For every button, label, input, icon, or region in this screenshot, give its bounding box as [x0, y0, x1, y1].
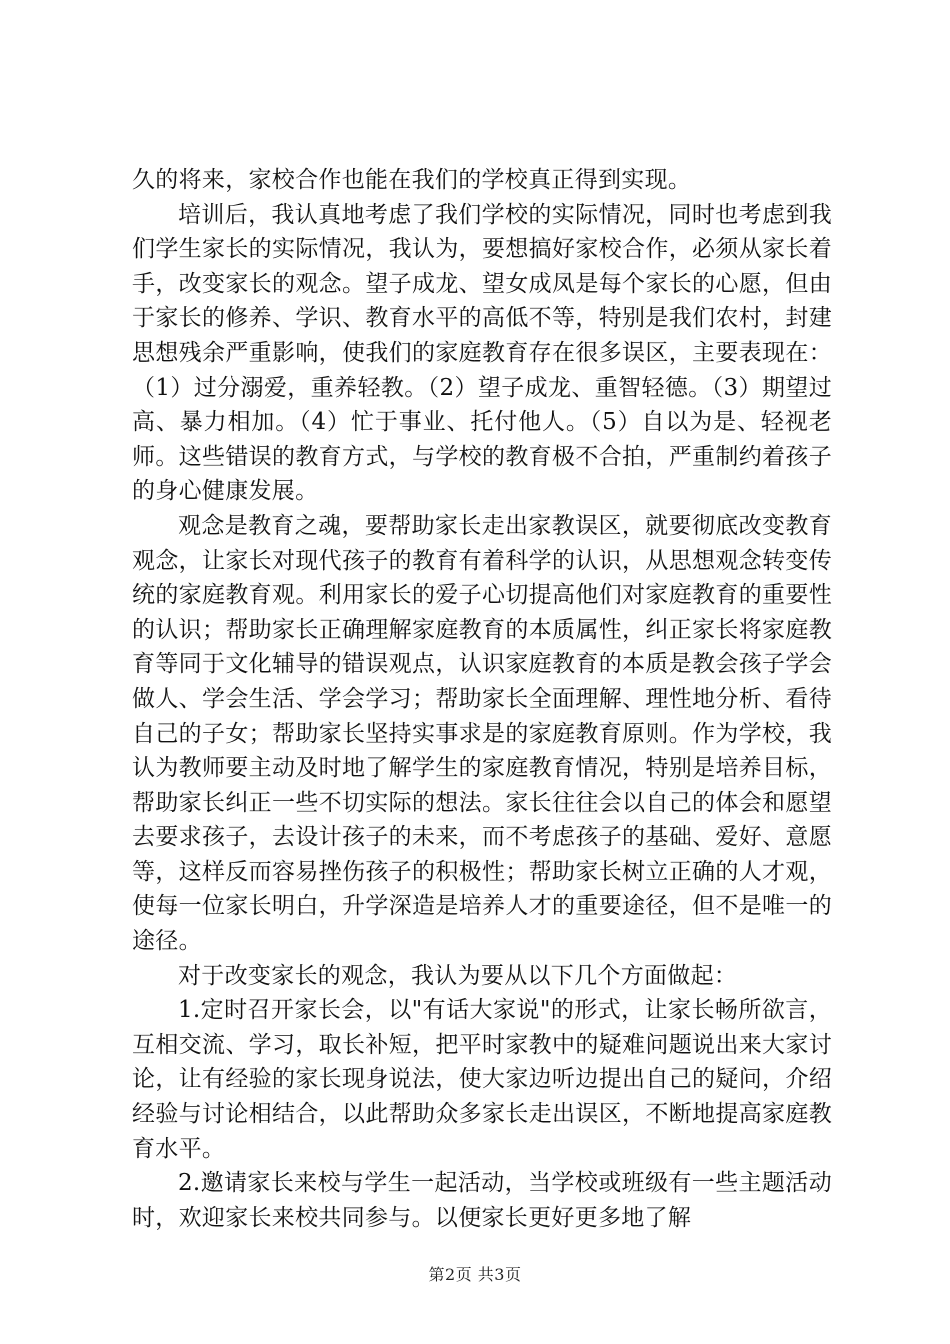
paragraph-intro-measures: 对于改变家长的观念，我认为要从以下几个方面做起：: [178, 962, 738, 989]
paragraph-education-concept: 观念是教育之魂，要帮助家长走出家教误区，就要彻底改变教育观念，让家长对现代孩子的教育有着科学的认识，从思想观念转变传统的家庭教育观。利用家长的爱子心切提高他们对家庭教育的重要性的认识；帮助家长正确理解家庭教育的本质属性，纠正家长将家庭教育等同于文化辅导的错误观点，认识家庭教育的本质是教会孩子学会做人、学会生活、学会学习；帮助家长全面理解、理性地分析、看待自己的子女；帮助家长坚持实事求是的家庭教育原则。作为学校，我认为教师要主动及时地了解学生的家庭教育情况，特别是培养目标，帮助家长纠正一些不切实际的想法。家长往往会以自己的体会和愿望去要求孩子，去设计孩子的未来，而不考虑孩子的基础、爱好、意愿等，这样反而容易挫伤孩子的积极性；帮助家长树立正确的人才观，使每一位家长明白，升学深造是培养人才的重要途径，但不是唯一的途径。: [132, 512, 832, 955]
document-body: [132, 163, 832, 1235]
page-footer: 第2页 共3页: [428, 1265, 522, 1284]
paragraph-training-reflection: 培训后，我认真地考虑了我们学校的实际情况，同时也考虑到我们学生家长的实际情况，我认为，要想搞好家校合作，必须从家长着手，改变家长的观念。望子成龙、望女成凤是每个家长的心愿，但由于家长的修养、学识、教育水平的高低不等，特别是我们农村，封建思想残余严重影响，使我们的家庭教育存在很多误区，主要表现在：（1）过分溺爱，重养轻教。（2）望子成龙、重智轻德。（3）期望过高、暴力相加。（4）忙于事业、托付他人。（5）自以为是、轻视老师。这些错误的教育方式，与学校的教育极不合拍，严重制约着孩子的身心健康发展。: [132, 201, 832, 505]
paragraph-continuation: 久的将来，家校合作也能在我们的学校真正得到实现。: [132, 167, 692, 193]
paragraph-measure-1: 1.定时召开家长会，以"有话大家说"的形式，让家长畅所欲言，互相交流、学习，取长补短，把平时家教中的疑难问题说出来大家讨论，让有经验的家长现身说法，使大家边听边提出自己的疑问，介绍经验与讨论相结合，以此帮助众多家长走出误区，不断地提高家庭教育水平。: [132, 997, 832, 1162]
paragraph-measure-2: 2.邀请家长来校与学生一起活动，当学校或班级有一些主题活动时，欢迎家长来校共同参与。以便家长更好更多地了解: [132, 1170, 832, 1231]
